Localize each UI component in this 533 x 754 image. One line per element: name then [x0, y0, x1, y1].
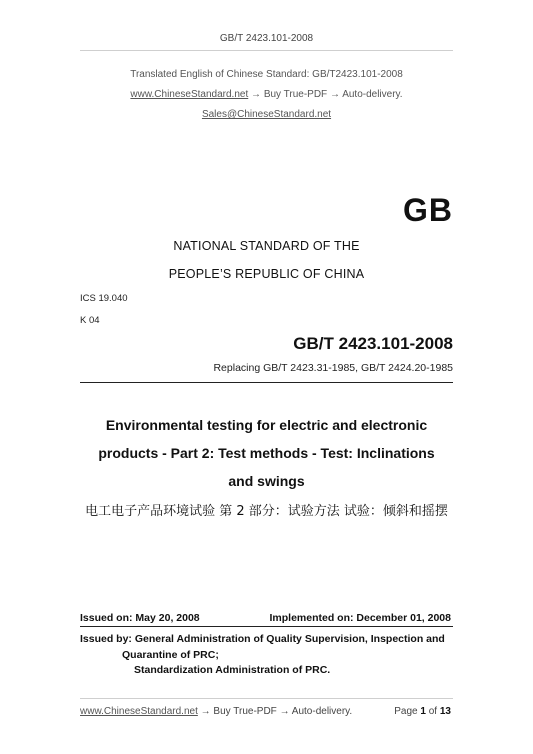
footer-site-link[interactable]: www.ChineseStandard.net	[80, 706, 198, 717]
issued-on: Issued on: May 20, 2008	[80, 612, 200, 624]
buy-text: Buy True-PDF	[263, 89, 328, 100]
chinese-title: 电工电子产品环境试验 第 2 部分：试验方法 试验：倾斜和摇摆	[85, 504, 448, 519]
email-link[interactable]: Sales@ChineseStandard.net	[201, 109, 332, 120]
standard-number: GB/T 2423.101-2008	[293, 334, 453, 353]
arrow-icon: →	[329, 89, 340, 100]
implemented-on: Implemented on: December 01, 2008	[269, 612, 451, 624]
site-link[interactable]: www.ChineseStandard.net	[130, 89, 249, 100]
replacing-standards: Replacing GB/T 2423.31-1985, GB/T 2424.20-1985	[213, 362, 453, 374]
footer-divider	[80, 698, 453, 699]
national-standard-line2: PEOPLE’S REPUBLIC OF CHINA	[168, 267, 365, 281]
email-line	[0, 109, 533, 120]
ics-code: ICS 19.040	[80, 293, 128, 304]
page-current: 1	[420, 706, 426, 717]
title-line2: products - Part 2: Test methods - Test: Inclinations	[98, 445, 435, 461]
title-divider	[80, 382, 453, 383]
running-header: GB/T 2423.101-2008	[219, 33, 314, 44]
page-total: 13	[439, 706, 451, 717]
issued-by	[80, 631, 460, 663]
delivery-text: Auto-delivery.	[342, 89, 403, 100]
footer-delivery-text: Auto-delivery.	[291, 706, 353, 717]
translation-links	[0, 89, 533, 100]
arrow-icon: →	[200, 706, 211, 717]
national-standard-line1: NATIONAL STANDARD OF THE	[173, 239, 360, 253]
page-indicator	[394, 706, 451, 717]
k-code: K 04	[80, 315, 100, 326]
header-divider	[80, 50, 453, 51]
gb-logo: GB	[403, 192, 453, 228]
arrow-icon: →	[251, 89, 262, 100]
title-line1: Environmental testing for electric and electronic	[105, 417, 428, 433]
footer-links	[80, 706, 352, 717]
title-line3: and swings	[228, 473, 305, 489]
page-label: Page	[394, 706, 418, 717]
arrow-icon: →	[279, 706, 290, 717]
issued-by-line2: Quarantine of PRC;	[122, 649, 219, 661]
issued-by-line1: Issued by: General Administration of Quality Supervision, Inspection and	[80, 633, 445, 645]
footer-buy-text: Buy True-PDF	[213, 706, 277, 717]
issue-divider	[80, 626, 453, 627]
page-of: of	[428, 706, 438, 717]
issued-by-line3: Standardization Administration of PRC.	[134, 664, 331, 676]
translation-notice: Translated English of Chinese Standard: GB/T2423.101-2008	[130, 69, 403, 80]
